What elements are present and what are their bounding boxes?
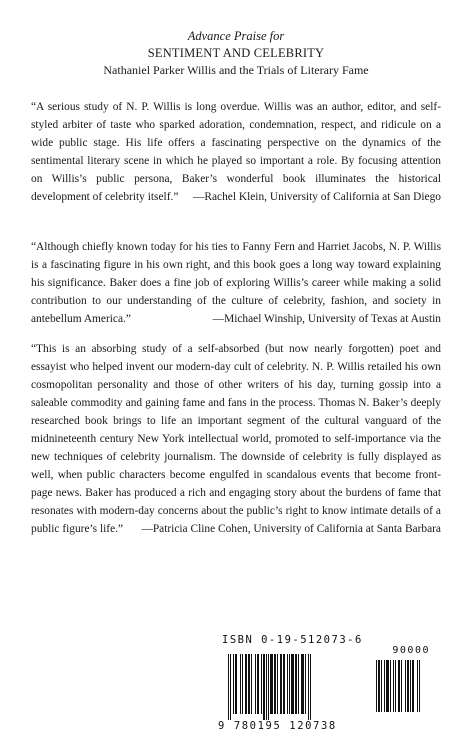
quote-text: “A serious study of N. P. Willis is long overdue. Willis was an author, editor, and self-styled arbiter of taste who sparked adoration, condemnation, respect, and ridicule on a wide public stage. His life offers a fascinating perspective on the dynamics of the sentimental literary scene in which he played so important a role. By focusing attention on Willis’s public persona, Baker’s wonderful book illuminates the historical development of celebrity itself.” xyxy=(31,101,441,203)
barcode-bar xyxy=(261,654,262,714)
quote-text: “This is an absorbing study of a self-absorbed (but now nearly forgotten) poet and essayist who helped invent our modern-day cult of celebrity. N. P. Willis retailed his own cosmopolitan personality and those of other writers of his day, turning gossip into a saleable commodity and gaining fame and fans in the process. Thomas N. Baker’s deeply researched book brings to life an important segment of the cultural vanguard of the midnineteenth century New York intellectual world, promoted to self-importance via the new techniques of celebrity journalism. The downside of celebrity is fully displayed as well, when public characters become engulfed in scandalous events that become front-page news. Baker has produced a rich and engaging story about the burdens of fame that resonates with modern-day concerns about the public’s right to know intimate details of a public figure’s life.” xyxy=(31,343,441,535)
quote-text: “Although chiefly known today for his ties to Fanny Fern and Harriet Jacobs, N. P. Willis is a fascinating figure in his own right, and this book goes a long way toward explaining his significance. Baker does a fine job of exploring Willis’s career while making a solid contribution to our understanding of the culture of celebrity, fashion, and society in antebellum America.” xyxy=(31,241,441,325)
barcode-bar xyxy=(381,660,382,712)
barcode-bar xyxy=(255,654,256,714)
barcode-bar xyxy=(283,654,285,714)
barcode-bar xyxy=(270,654,273,714)
barcode-bar xyxy=(417,660,418,712)
barcode-bar xyxy=(235,654,237,714)
barcode-bar xyxy=(378,660,380,712)
barcode-bar xyxy=(407,660,409,712)
book-subtitle: Nathaniel Parker Willis and the Trials of Literary Fame xyxy=(103,63,369,77)
barcode-bar xyxy=(398,660,400,712)
praise-quote xyxy=(31,238,441,328)
barcode-bar xyxy=(280,654,282,714)
barcode-bar xyxy=(251,654,252,714)
barcode-bar xyxy=(291,654,294,714)
quote-attribution: —Patricia Cline Cohen, University of California at Santa Barbara xyxy=(141,523,441,535)
barcode-bar xyxy=(305,654,306,714)
barcode-bar xyxy=(410,660,411,712)
praise-quote xyxy=(31,340,441,538)
barcode-bar xyxy=(233,654,234,714)
barcode-bar xyxy=(393,660,394,712)
barcode-bar xyxy=(248,654,250,714)
barcode-bar xyxy=(384,660,385,712)
barcode-bar xyxy=(412,660,414,712)
quote-attribution: —Michael Winship, University of Texas at Austin xyxy=(212,313,441,325)
barcode-bar xyxy=(386,660,389,712)
barcode-bar xyxy=(419,660,420,712)
barcode-bar xyxy=(245,654,247,714)
barcode-bar xyxy=(240,654,241,714)
barcode-bar xyxy=(287,654,288,714)
addon-barcode-bars xyxy=(376,660,426,718)
ean-number: 9 780195 120738 xyxy=(218,720,337,732)
barcode-bar xyxy=(308,654,309,720)
barcode-bar xyxy=(274,654,276,714)
book-title: SENTIMENT AND CELEBRITY xyxy=(147,46,325,60)
barcode-bar xyxy=(405,660,406,712)
barcode-bar xyxy=(263,654,265,720)
advance-praise-label: Advance Praise for xyxy=(187,29,285,43)
barcode-bar xyxy=(310,654,311,720)
barcode-bar xyxy=(242,654,243,714)
barcode-bar xyxy=(376,660,377,712)
barcode-bar xyxy=(277,654,278,714)
barcode-bar xyxy=(230,654,231,720)
barcode-bar xyxy=(266,654,267,720)
quote-attribution: —Rachel Klein, University of California at San Diego xyxy=(192,191,441,203)
barcode-bar xyxy=(289,654,290,714)
praise-quote xyxy=(31,98,441,206)
isbn-barcode xyxy=(218,634,432,738)
ean-barcode-bars xyxy=(228,654,370,720)
header xyxy=(0,28,472,79)
barcode-bar xyxy=(395,660,396,712)
barcode-bar xyxy=(257,654,259,714)
barcode-bar xyxy=(390,660,391,712)
barcode-bar xyxy=(301,654,304,714)
barcode-bar xyxy=(401,660,402,712)
barcode-bar xyxy=(298,654,299,714)
barcode-bar xyxy=(268,654,269,720)
barcode-bar xyxy=(295,654,297,714)
barcode-bar xyxy=(228,654,229,720)
price-code: 90000 xyxy=(392,645,430,656)
isbn-number: ISBN 0-19-512073-6 xyxy=(222,634,363,646)
